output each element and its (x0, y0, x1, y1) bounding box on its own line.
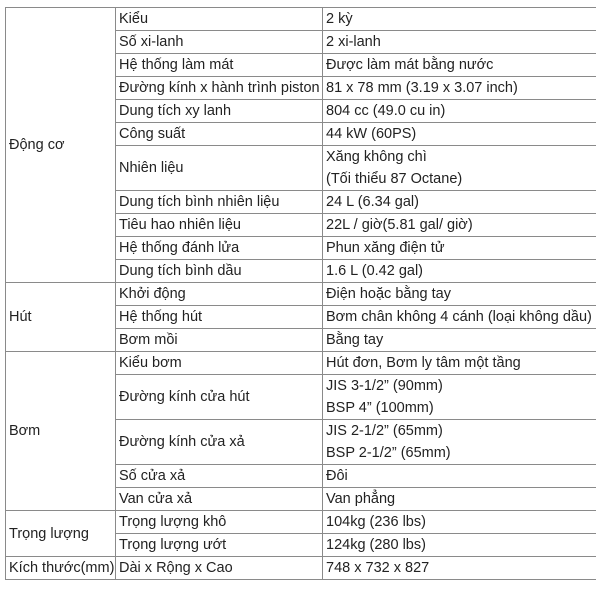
spec-label: Tiêu hao nhiên liệu (116, 214, 323, 237)
spec-table-body (6, 8, 596, 580)
spec-value-line: Đôi (326, 468, 348, 484)
spec-label: Nhiên liệu (116, 146, 323, 191)
spec-value (323, 375, 596, 420)
spec-value-line: 104kg (236 lbs) (326, 514, 426, 530)
spec-value-line: 81 x 78 mm (3.19 x 3.07 inch) (326, 80, 518, 96)
spec-value-line: 2 kỳ (326, 11, 353, 27)
spec-value (323, 237, 596, 260)
spec-label: Số cửa xả (116, 465, 323, 488)
spec-value-line: 804 cc (49.0 cu in) (326, 103, 446, 119)
spec-value (323, 8, 596, 31)
spec-value-line: 44 kW (60PS) (326, 126, 417, 142)
spec-value (323, 465, 596, 488)
spec-value (323, 100, 596, 123)
spec-label: Khởi động (116, 283, 323, 306)
spec-label: Hệ thống đánh lửa (116, 237, 323, 260)
spec-value-line: (Tối thiểu 87 Octane) (326, 171, 463, 187)
spec-value-line: JIS 3-1/2” (90mm) (326, 378, 443, 394)
spec-value (323, 260, 596, 283)
spec-label: Kiểu bơm (116, 352, 323, 375)
spec-value-line: JIS 2-1/2” (65mm) (326, 423, 443, 439)
group-label: Động cơ (6, 8, 116, 283)
spec-value-line: 22L / giờ(5.81 gal/ giờ) (326, 217, 473, 233)
spec-label: Dài x Rộng x Cao (116, 557, 323, 580)
spec-value-line: 2 xi-lanh (326, 34, 381, 50)
spec-row (6, 8, 596, 31)
spec-value-line: 24 L (6.34 gal) (326, 194, 419, 210)
spec-value-line: Bằng tay (326, 332, 384, 348)
group-label: Trọng lượng (6, 511, 116, 557)
group-label: Kích thước(mm) (6, 557, 116, 580)
spec-row (6, 557, 596, 580)
spec-value-line: Được làm mát bằng nước (326, 57, 494, 73)
spec-value (323, 283, 596, 306)
spec-label: Trọng lượng khô (116, 511, 323, 534)
spec-value (323, 77, 596, 100)
spec-row (6, 352, 596, 375)
spec-label: Van cửa xả (116, 488, 323, 511)
spec-label: Kiểu (116, 8, 323, 31)
spec-row (6, 283, 596, 306)
spec-label: Hệ thống làm mát (116, 54, 323, 77)
spec-value (323, 146, 596, 191)
group-label: Hút (6, 283, 116, 352)
spec-label: Đường kính cửa xả (116, 420, 323, 465)
spec-table (5, 7, 596, 580)
spec-value (323, 191, 596, 214)
spec-label: Bơm mồi (116, 329, 323, 352)
spec-value-line: Điện hoặc bằng tay (326, 286, 451, 302)
spec-value-line: 124kg (280 lbs) (326, 537, 426, 553)
spec-label: Số xi-lanh (116, 31, 323, 54)
spec-value-line: Phun xăng điện tử (326, 240, 445, 256)
spec-label: Dung tích xy lanh (116, 100, 323, 123)
spec-value-line: Bơm chân không 4 cánh (loại không dầu) (326, 309, 592, 325)
spec-value (323, 214, 596, 237)
spec-label: Đường kính cửa hút (116, 375, 323, 420)
spec-value-line: Hút đơn, Bơm ly tâm một tầng (326, 355, 521, 371)
spec-value (323, 352, 596, 375)
spec-label: Trọng lượng ướt (116, 534, 323, 557)
spec-value (323, 534, 596, 557)
spec-value (323, 329, 596, 352)
spec-value (323, 511, 596, 534)
spec-value-line: 1.6 L (0.42 gal) (326, 263, 423, 279)
spec-label: Dung tích bình nhiên liệu (116, 191, 323, 214)
spec-label: Đường kính x hành trình piston (116, 77, 323, 100)
spec-value (323, 306, 596, 329)
spec-label: Dung tích bình dầu (116, 260, 323, 283)
spec-value-line: Xăng không chì (326, 149, 427, 165)
spec-row (6, 511, 596, 534)
spec-value (323, 420, 596, 465)
spec-value (323, 54, 596, 77)
group-label: Bơm (6, 352, 116, 511)
spec-value (323, 557, 596, 580)
spec-value (323, 488, 596, 511)
spec-value (323, 31, 596, 54)
spec-value (323, 123, 596, 146)
spec-value-line: BSP 2-1/2” (65mm) (326, 445, 451, 461)
spec-value-line: BSP 4” (100mm) (326, 400, 434, 416)
spec-value-line: Van phẳng (326, 491, 396, 507)
spec-value-line: 748 x 732 x 827 (326, 560, 430, 576)
spec-label: Công suất (116, 123, 323, 146)
spec-label: Hệ thống hút (116, 306, 323, 329)
